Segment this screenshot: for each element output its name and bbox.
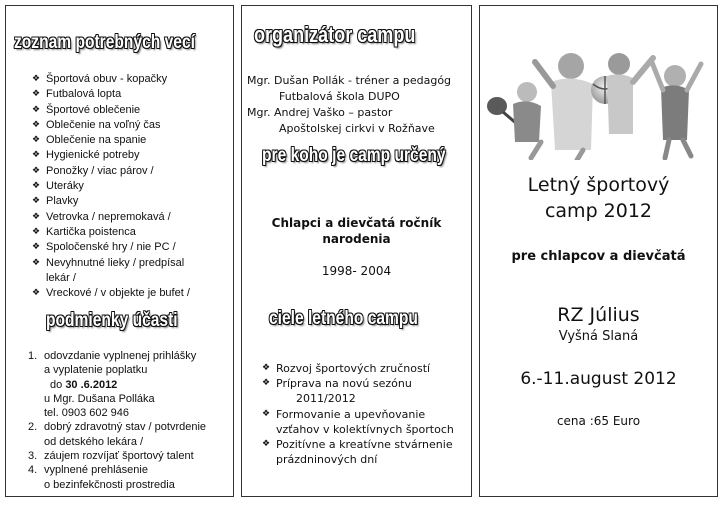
condition-text: o bezinfekčnosti prostredia xyxy=(44,478,175,491)
list-item xyxy=(32,118,232,133)
list-item-text: ❖ Futbalová lopta xyxy=(46,88,122,101)
condition-text: záujem rozvíjať športový talent xyxy=(44,450,194,463)
camp-place: RZ Július xyxy=(557,304,640,326)
list-item-text: ❖ Spoločenské hry / nie PC / xyxy=(46,241,176,254)
list-item-text: ❖ Formovanie a upevňovanie xyxy=(276,407,426,421)
condition-item xyxy=(26,349,232,420)
deadline-date: 30 .6.2012 xyxy=(65,378,118,391)
organizer-line: Futbalová škola DUPO xyxy=(279,90,400,103)
condition-item xyxy=(26,463,232,492)
list-item xyxy=(32,179,232,194)
title-goals: ciele letného campu xyxy=(269,308,418,329)
condition-number: 4. xyxy=(28,464,38,477)
list-item-text: prázdninových dní xyxy=(276,453,378,467)
list-item-text: vzťahov v kolektívnych športoch xyxy=(276,422,454,436)
birth-years: 1998- 2004 xyxy=(321,264,392,278)
list-item xyxy=(262,437,470,467)
condition-text: vyplnené prehlásenie xyxy=(44,464,148,477)
title-conditions: podmienky účasti xyxy=(46,310,178,331)
list-item xyxy=(32,133,232,148)
condition-text: odovzdanie vyplnenej prihlášky xyxy=(44,350,197,362)
conditions-list xyxy=(26,349,232,492)
list-item-text: ❖ Vetrovka / nepremokavá / xyxy=(46,210,171,223)
deadline-prefix: do xyxy=(50,378,63,391)
title-packing-list: zoznam potrebných vecí xyxy=(14,32,195,53)
list-item-text: ❖ Hygienické potreby xyxy=(46,149,140,162)
condition-number: 3. xyxy=(28,450,38,463)
organizer-line: Mgr. Dušan Pollák - tréner a pedagóg xyxy=(247,74,452,87)
list-item-text: ❖ Nevyhnutné lieky / predpísal xyxy=(46,256,185,269)
camp-town: Vyšná Slaná xyxy=(558,329,639,344)
camp-title-line: camp 2012 xyxy=(544,200,653,222)
list-item-text: ❖ Uteráky xyxy=(46,180,84,193)
list-item-text: ❖ Príprava na novú sezónu xyxy=(276,377,412,391)
list-item xyxy=(262,361,470,376)
list-item-text: ❖ Vreckové / v objekte je bufet / xyxy=(46,287,190,300)
title-organizer: organizátor campu xyxy=(254,22,416,47)
packing-list xyxy=(32,72,232,301)
list-item-text: ❖ Športová obuv - kopačky xyxy=(46,73,168,85)
list-item xyxy=(262,407,470,437)
list-item-text: ❖ Oblečenie na spanie xyxy=(46,134,147,147)
camp-subtitle: pre chlapcov a dievčatá xyxy=(511,249,686,264)
list-item xyxy=(32,87,232,102)
list-item xyxy=(32,286,232,301)
list-item-text: lekár / xyxy=(46,271,76,284)
condition-text: dobrý zdravotný stav / potvrdenie xyxy=(44,421,207,434)
target-line: narodenia xyxy=(322,232,391,246)
list-item-text: ❖ Oblečenie na voľný čas xyxy=(46,118,161,131)
goals-list xyxy=(262,361,470,467)
condition-number: 1. xyxy=(28,350,38,362)
condition-text: od detského lekára / xyxy=(44,435,144,448)
condition-deadline xyxy=(44,378,232,392)
camp-title-line: Letný športový xyxy=(527,174,670,196)
list-item xyxy=(32,72,232,87)
condition-item xyxy=(26,420,232,449)
organizer-line: Mgr. Andrej Vaško – pastor xyxy=(247,106,393,119)
list-item-text: ❖ Plavky xyxy=(46,195,79,208)
list-item-text: ❖ Športové oblečenie xyxy=(46,103,141,116)
children-sports-photo xyxy=(485,42,713,160)
condition-text: u Mgr. Dušana Polláka xyxy=(44,392,155,405)
organizer-info xyxy=(247,73,469,137)
list-item xyxy=(32,148,232,163)
list-item xyxy=(32,210,232,225)
camp-dates: 6.-11.august 2012 xyxy=(520,369,677,389)
list-item xyxy=(32,194,232,209)
camp-price: cena :65 Euro xyxy=(556,414,641,428)
target-line: Chlapci a dievčatá ročník xyxy=(271,216,442,230)
list-item xyxy=(262,376,470,406)
list-item xyxy=(32,240,232,255)
camp-title xyxy=(480,172,717,224)
condition-phone: tel. 0903 602 946 xyxy=(44,407,130,420)
list-item-text: ❖ Rozvoj športových zručností xyxy=(276,362,431,375)
list-item-text: ❖ Ponožky / viac párov / xyxy=(46,164,154,177)
target-group-text xyxy=(243,215,470,247)
list-item xyxy=(32,103,232,118)
list-item-text: ❖ Kartička poistenca xyxy=(46,225,136,238)
organizer-line: Apoštolskej cirkvi v Rožňave xyxy=(279,122,435,135)
condition-number: 2. xyxy=(28,421,38,434)
list-item-text: ❖ Pozitívne a kreatívne stvárnenie xyxy=(276,438,453,452)
condition-item xyxy=(26,449,232,463)
list-item-text: 2011/2012 xyxy=(296,392,356,406)
list-item xyxy=(32,164,232,179)
list-item xyxy=(32,256,232,287)
list-item xyxy=(32,225,232,240)
title-target-group: pre koho je camp určený xyxy=(262,145,446,166)
condition-text: a vyplatenie poplatku xyxy=(44,364,148,377)
